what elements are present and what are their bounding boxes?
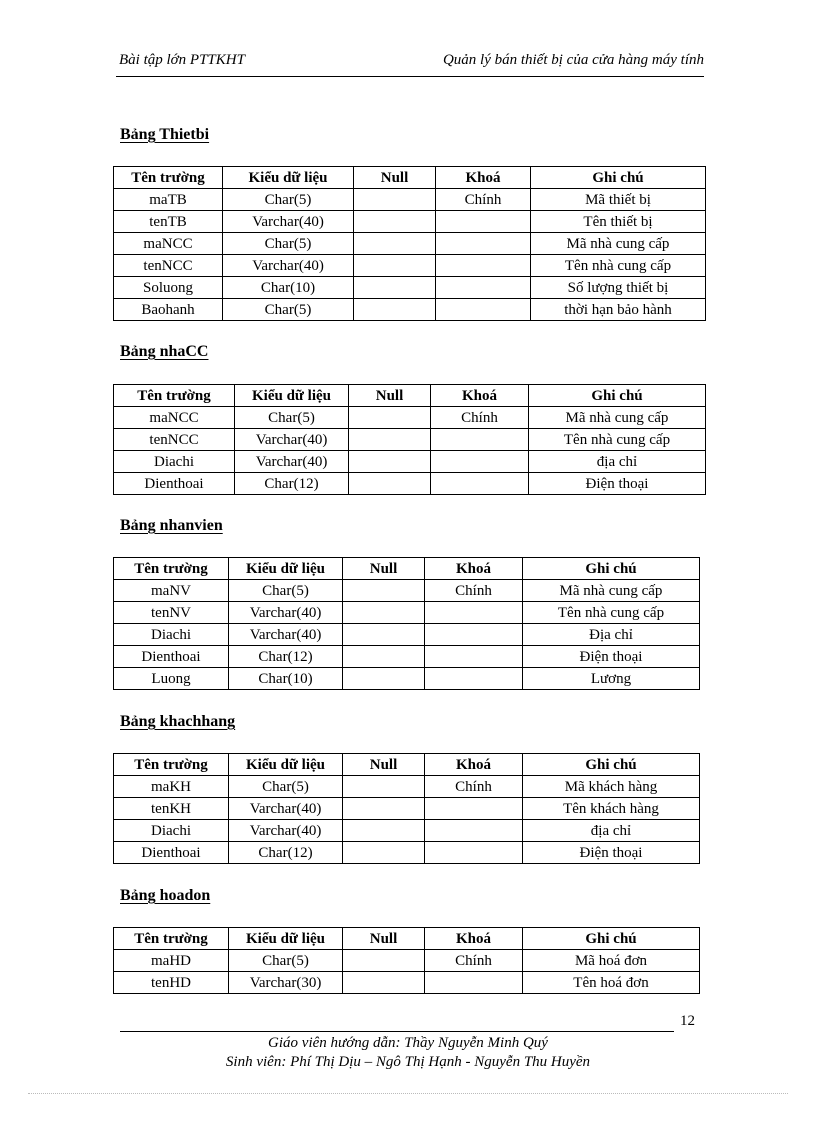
table-cell [349,407,431,429]
table-cell [354,233,436,255]
table-cell: Tên nhà cung cấp [529,429,706,451]
table-cell [354,189,436,211]
table-cell [343,972,425,994]
table-cell: tenKH [114,798,229,820]
schema-table [113,557,700,690]
table-cell: Mã khách hàng [523,776,700,798]
column-header: Null [343,558,425,580]
table-cell: Dienthoai [114,842,229,864]
table-cell: Chính [425,776,523,798]
table-cell [343,950,425,972]
header-course-title: Bài tập lớn PTTKHT [119,52,245,68]
table-header-row [114,167,706,189]
column-header: Null [343,928,425,950]
table-cell: maNV [114,580,229,602]
table-cell: tenNCC [114,429,235,451]
column-header: Kiểu dữ liệu [229,754,343,776]
table-cell: Tên khách hàng [523,798,700,820]
table-cell: Mã hoá đơn [523,950,700,972]
table-cell: maNCC [114,407,235,429]
column-header: Tên trường [114,754,229,776]
table-cell: Char(12) [229,842,343,864]
column-header: Ghi chú [531,167,706,189]
table-cell: Điện thoại [529,473,706,495]
table-cell: Soluong [114,277,223,299]
column-header: Khoá [431,385,529,407]
column-header: Null [354,167,436,189]
table-cell: Chính [431,407,529,429]
table-cell: Char(10) [223,277,354,299]
table-row [114,842,700,864]
table-cell [343,624,425,646]
table-cell: Varchar(30) [229,972,343,994]
table-cell: Char(12) [229,646,343,668]
table-cell [425,668,523,690]
table-header-row [114,558,700,580]
table-cell: Varchar(40) [223,255,354,277]
column-header: Null [349,385,431,407]
column-header: Tên trường [114,385,235,407]
table-row [114,255,706,277]
table-cell [343,820,425,842]
column-header: Ghi chú [529,385,706,407]
column-header: Ghi chú [523,558,700,580]
table-cell [431,473,529,495]
table-cell: Char(12) [235,473,349,495]
table-row [114,972,700,994]
table-row [114,776,700,798]
table-cell: tenNCC [114,255,223,277]
table-cell [425,646,523,668]
table-cell [425,842,523,864]
table-cell [436,277,531,299]
table-cell [343,668,425,690]
table-row [114,299,706,321]
column-header: Null [343,754,425,776]
table-cell: Tên nhà cung cấp [531,255,706,277]
footer-divider [120,1031,674,1032]
table-row [114,277,706,299]
table-cell: Diachi [114,624,229,646]
table-cell [436,211,531,233]
column-header: Khoá [425,754,523,776]
table-cell: Địa chỉ [523,624,700,646]
table-cell: Char(5) [235,407,349,429]
table-row [114,798,700,820]
table-cell: Varchar(40) [235,429,349,451]
table-cell: Varchar(40) [235,451,349,473]
table-cell: Char(5) [223,299,354,321]
table-cell: maHD [114,950,229,972]
table-cell [349,429,431,451]
page-number: 12 [680,1013,695,1029]
table-cell [349,473,431,495]
table-row [114,473,706,495]
table-cell: Diachi [114,451,235,473]
table-cell [349,451,431,473]
table-cell: tenTB [114,211,223,233]
column-header: Kiểu dữ liệu [235,385,349,407]
table-cell: Char(5) [229,950,343,972]
table-cell: Tên hoá đơn [523,972,700,994]
table-cell: Varchar(40) [229,798,343,820]
page-header [119,52,704,74]
table-cell: Chính [425,950,523,972]
column-header: Kiểu dữ liệu [229,928,343,950]
table-cell: địa chỉ [523,820,700,842]
table-cell: maKH [114,776,229,798]
schema-table [113,166,706,321]
table-row [114,624,700,646]
table-cell [436,255,531,277]
column-header: Tên trường [114,928,229,950]
table-row [114,668,700,690]
table-cell: Char(5) [223,189,354,211]
table-cell [425,972,523,994]
column-header: Khoá [425,558,523,580]
table-cell: Mã nhà cung cấp [529,407,706,429]
table-row [114,950,700,972]
table-cell: maNCC [114,233,223,255]
table-cell: Điện thoại [523,842,700,864]
table-cell: Mã nhà cung cấp [531,233,706,255]
table-header-row [114,754,700,776]
table-cell [425,798,523,820]
table-cell: Điện thoại [523,646,700,668]
table-cell: Tên thiết bị [531,211,706,233]
section-title: Bảng nhanvien [120,517,223,534]
table-row [114,429,706,451]
table-cell: thời hạn bảo hành [531,299,706,321]
schema-table [113,384,706,495]
table-cell: địa chỉ [529,451,706,473]
table-row [114,820,700,842]
table-cell: Diachi [114,820,229,842]
section-title: Bảng hoadon [120,887,211,904]
table-cell: Luong [114,668,229,690]
section-title: Bảng khachhang [120,713,236,730]
table-cell [354,211,436,233]
table-cell [425,602,523,624]
column-header: Kiểu dữ liệu [223,167,354,189]
table-cell [436,299,531,321]
table-cell [343,776,425,798]
schema-table [113,927,700,994]
table-cell [343,646,425,668]
table-cell: Char(5) [229,580,343,602]
table-cell [354,299,436,321]
table-row [114,602,700,624]
table-row [114,233,706,255]
table-cell [425,820,523,842]
page-bottom-dotted-line [28,1093,788,1094]
table-cell: Baohanh [114,299,223,321]
table-cell: tenNV [114,602,229,624]
table-cell: maTB [114,189,223,211]
table-row [114,407,706,429]
table-cell: Char(5) [229,776,343,798]
column-header: Tên trường [114,167,223,189]
table-cell [343,842,425,864]
table-cell [431,451,529,473]
table-cell: Varchar(40) [229,820,343,842]
table-cell: Char(10) [229,668,343,690]
table-cell [343,580,425,602]
table-cell: Dienthoai [114,473,235,495]
table-cell: Chính [436,189,531,211]
table-cell: Chính [425,580,523,602]
table-row [114,646,700,668]
column-header: Ghi chú [523,928,700,950]
table-row [114,211,706,233]
footer-advisor: Giáo viên hướng dẫn: Thầy Nguyễn Minh Quý [268,1035,548,1051]
table-header-row [114,385,706,407]
section-title: Bảng Thietbi [120,126,210,143]
table-cell [354,255,436,277]
table-cell: Lương [523,668,700,690]
header-divider [116,76,704,77]
table-row [114,580,700,602]
table-cell: Dienthoai [114,646,229,668]
table-cell: tenHD [114,972,229,994]
table-cell: Số lượng thiết bị [531,277,706,299]
header-project-title: Quản lý bán thiết bị của cửa hàng máy tính [442,52,704,68]
column-header: Ghi chú [523,754,700,776]
column-header: Khoá [436,167,531,189]
table-cell [354,277,436,299]
table-cell: Mã thiết bị [531,189,706,211]
table-cell: Mã nhà cung cấp [523,580,700,602]
table-row [114,451,706,473]
schema-table [113,753,700,864]
table-cell: Tên nhà cung cấp [523,602,700,624]
table-cell: Varchar(40) [223,211,354,233]
column-header: Tên trường [114,558,229,580]
column-header: Khoá [425,928,523,950]
table-cell [343,602,425,624]
table-header-row [114,928,700,950]
section-title: Bảng nhaCC [120,343,209,360]
table-cell: Char(5) [223,233,354,255]
table-cell: Varchar(40) [229,602,343,624]
table-cell [343,798,425,820]
footer-students: Sinh viên: Phí Thị Dịu – Ngô Thị Hạnh - Nguyễn Thu Huyền [225,1054,591,1070]
table-cell [425,624,523,646]
table-cell [436,233,531,255]
table-row [114,189,706,211]
table-cell [431,429,529,451]
table-cell: Varchar(40) [229,624,343,646]
column-header: Kiểu dữ liệu [229,558,343,580]
